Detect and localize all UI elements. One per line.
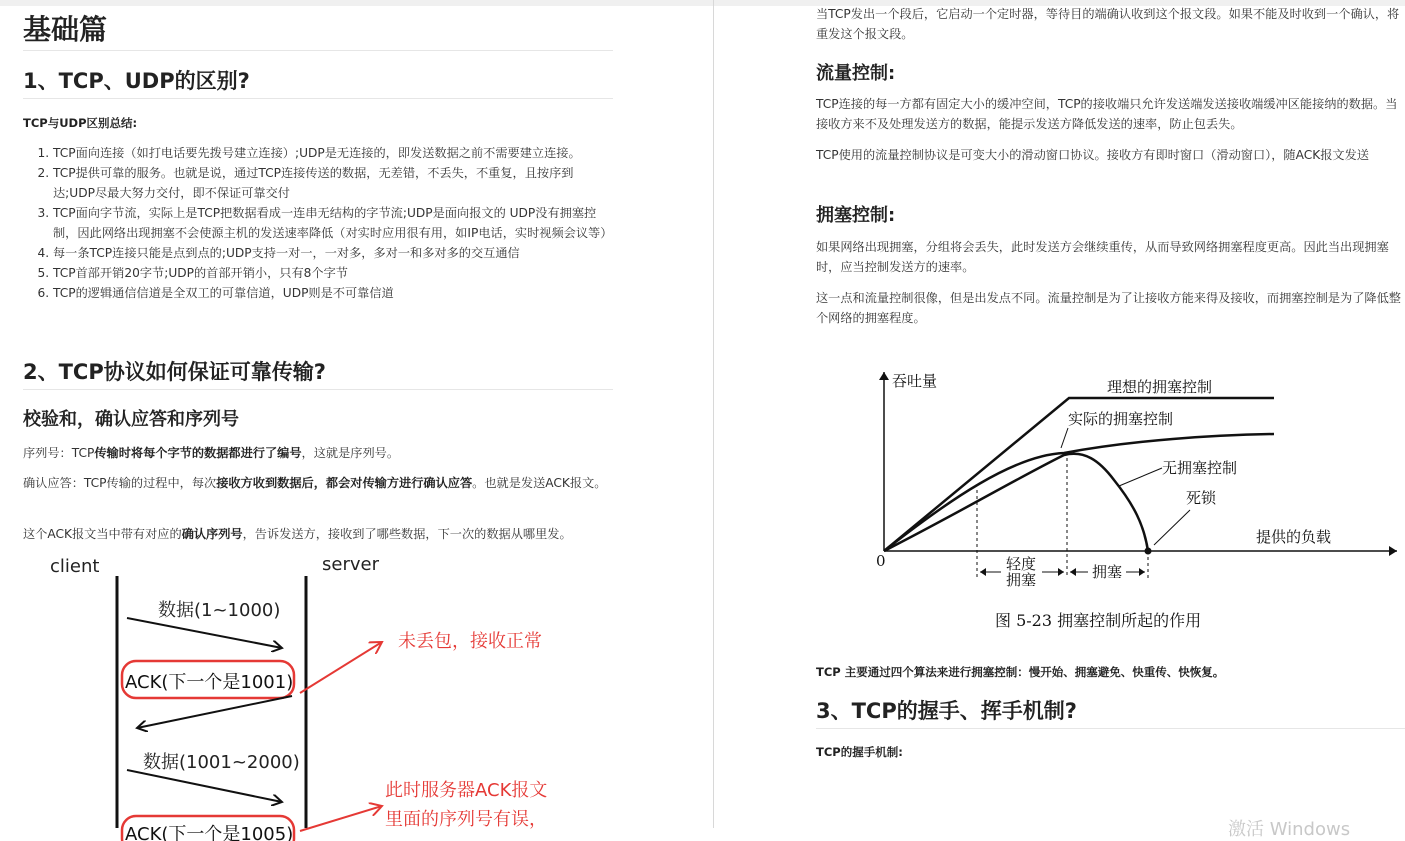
heading-q3: 3、TCP的握手、挥手机制? xyxy=(816,699,1077,723)
ack-sequence-diagram xyxy=(0,548,712,841)
paragraph-ack: 确认应答：TCP传输的过程中，每次接收方收到数据后，都会对传输方进行确认应答。也就是发送ACK报文。 xyxy=(23,476,607,490)
ack1-arrow xyxy=(137,696,292,728)
right-page xyxy=(714,0,1405,828)
page-title: 基础篇 xyxy=(23,13,108,46)
list-item: 2. TCP提供可靠的服务。也就是说，通过TCP连接传送的数据，无差错，不丢失，不重复，且按序到达;UDP尽最大努力交付，即不保证可靠交付 xyxy=(53,163,613,203)
client-label: client xyxy=(50,556,100,577)
heading-q1-rule xyxy=(23,98,613,99)
figure-caption: 图 5-23 拥塞控制所起的作用 xyxy=(995,611,1202,630)
congestion-figure xyxy=(714,340,1405,640)
paragraph-congestion-2: 这一点和流量控制很像，但是出发点不同。流量控制是为了让接收方能来得及接收，而拥塞控制是为了降低整个网络的拥塞程度。 xyxy=(816,291,1401,325)
list-item: 1. TCP面向连接（如打电话要先拨号建立连接）;UDP是无连接的，即发送数据之前不需要建立连接。 xyxy=(53,143,613,163)
heading-congestion-control: 拥塞控制: xyxy=(816,205,896,226)
origin-label: 0 xyxy=(876,552,886,570)
paragraph-sequence: 序列号：TCP传输时将每个字节的数据都进行了编号，这就是序列号。 xyxy=(23,446,400,460)
note2-arrow xyxy=(300,806,382,831)
congest-label: 拥塞 xyxy=(1092,563,1123,581)
ack1-label: ACK(下一个是1001) xyxy=(125,672,294,693)
handshake-label: TCP的握手机制: xyxy=(816,745,903,759)
note1-arrow xyxy=(300,642,382,693)
list-item: 4. 每一条TCP连接只能是点到点的;UDP支持一对一，一对多，多对一和多对多的交互通信 xyxy=(53,243,613,263)
light-label-1: 轻度 xyxy=(1006,555,1037,573)
data1-label: 数据(1~1000) xyxy=(158,600,281,621)
server-label: server xyxy=(322,554,379,575)
paragraph-flow-2: TCP使用的流量控制协议是可变大小的滑动窗口协议。接收方有即时窗口（滑动窗口），随ACK报文发送 xyxy=(816,148,1369,162)
activation-watermark: 激活 Windows xyxy=(1228,819,1351,840)
algorithms-line: TCP 主要通过四个算法来进行拥塞控制：慢开始、拥塞避免、快重传、快恢复。 xyxy=(816,665,1225,679)
note2-line2: 里面的序列号有误， xyxy=(385,809,547,830)
subheading-checksum: 校验和，确认应答和序列号 xyxy=(23,409,239,430)
no-control-label: 无拥塞控制 xyxy=(1162,459,1238,477)
paragraph-flow-1: TCP连接的每一方都有固定大小的缓冲空间，TCP的接收端只允许发送端发送接收端缓冲区能接纳的数据。当接收方来不及处理发送方的数据，能提示发送方降低发送的速率，防止包丢失。 xyxy=(816,97,1398,131)
list-item: 6. TCP的逻辑通信信道是全双工的可靠信道，UDP则是不可靠信道 xyxy=(53,283,613,303)
title-rule xyxy=(23,50,613,51)
paragraph-ack-number: 这个ACK报文当中带有对应的确认序列号，告诉发送方，接收到了哪些数据，下一次的数据从哪里发。 xyxy=(23,527,572,541)
heading-q1: 1、TCP、UDP的区别? xyxy=(23,69,250,93)
x-axis-label: 提供的负载 xyxy=(1256,528,1332,546)
difference-list xyxy=(23,143,613,303)
data2-arrow xyxy=(127,770,282,802)
light-label-2: 拥塞 xyxy=(1006,571,1037,589)
heading-q3-rule xyxy=(816,728,1405,729)
heading-q2: 2、TCP协议如何保证可靠传输? xyxy=(23,360,326,384)
ideal-label: 理想的拥塞控制 xyxy=(1107,378,1213,396)
paragraph-congestion-1: 如果网络出现拥塞，分组将会丢失，此时发送方会继续重传，从而导致网络拥塞程度更高。因此当出现拥塞时，应当控制发送方的速率。 xyxy=(816,240,1389,274)
actual-label: 实际的拥塞控制 xyxy=(1068,410,1174,428)
data2-label: 数据(1001~2000) xyxy=(143,752,300,773)
note2-line1: 此时服务器ACK报文 xyxy=(385,780,548,801)
list-item: 5. TCP首部开销20字节;UDP的首部开销小，只有8个字节 xyxy=(53,263,613,283)
y-axis-label: 吞吐量 xyxy=(892,372,938,390)
note1-label: 未丢包，接收正常 xyxy=(398,631,542,652)
deadlock-label: 死锁 xyxy=(1186,489,1217,507)
deadlock-pointer xyxy=(1154,510,1190,545)
actual-pointer xyxy=(1061,428,1068,448)
heading-flow-control: 流量控制: xyxy=(816,63,896,84)
heading-q2-rule xyxy=(23,389,613,390)
no-control-curve xyxy=(884,454,1148,551)
list-item: 3. TCP面向字节流，实际上是TCP把数据看成一连串无结构的字节流;UDP是面向报文的 UDP没有拥塞控制，因此网络出现拥塞不会使源主机的发送速率降低（对实时应用很有用，如IP电话，实时视频会议等） xyxy=(53,203,613,243)
summary-label: TCP与UDP区别总结: xyxy=(23,116,138,130)
ack2-label: ACK(下一个是1005) xyxy=(125,824,294,841)
data1-arrow xyxy=(127,618,282,648)
no-control-pointer xyxy=(1119,468,1162,486)
paragraph-timer: 当TCP发出一个段后，它启动一个定时器，等待目的端确认收到这个报文段。如果不能及时收到一个确认，将重发这个报文段。 xyxy=(816,7,1400,41)
